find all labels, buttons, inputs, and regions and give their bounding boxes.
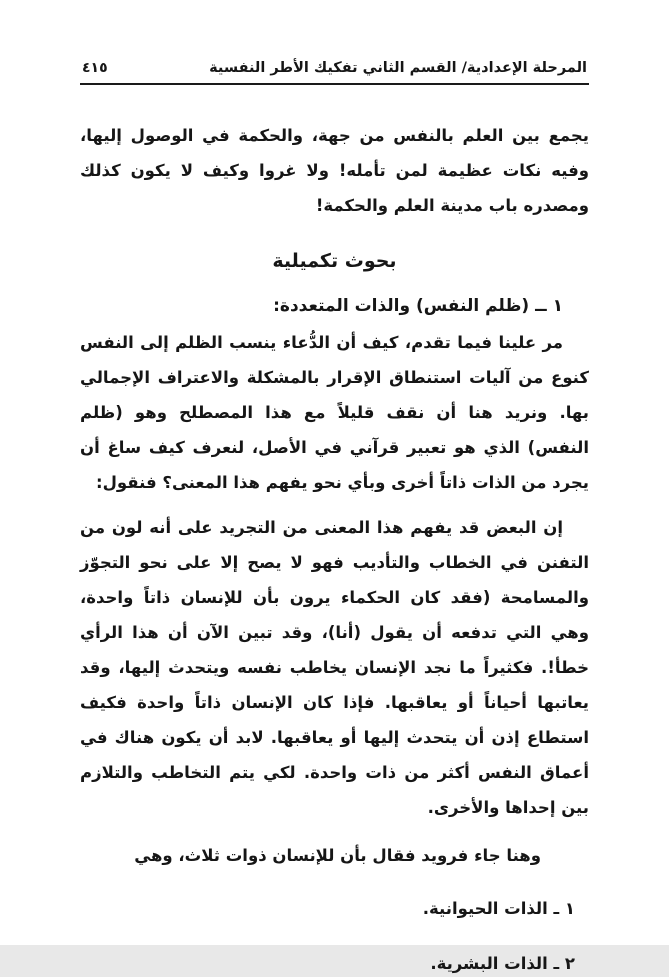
subsection-heading: ١ ــ (ظلم النفس) والذات المتعددة: [273,295,563,316]
list-item-human-self: ٢ ـ الذات البشرية. [430,953,575,973]
section-heading: بحوث تكميلية [272,249,397,272]
page-header [80,60,589,83]
list-item-animal-self: ١ ـ الذات الحيوانية. [422,899,575,919]
numbered-list [80,896,589,977]
page-body [80,119,589,977]
chapter-title: المرحلة الإعدادية/ القسم الثاني تفكيك الأطر النفسية [209,60,587,76]
header-divider [80,83,589,85]
freud-statement: وهنا جاء فرويد فقال بأن للإنسان ذوات ثلاث، وهي [134,846,541,866]
paragraph-discussion-2: إن البعض قد يفهم هذا المعنى من التجريد على أنه لون من التفنن في الخطاب والتأديب فهو لا يصح إلا على نحو التجوّز والمسامحة (فقد كان الحكماء يرون بأن للإنسان ذاتاً واحدة، وهي التي تدفعه أن يقول (أنا)، وقد تبين الآن أن هذا الرأي خطأ!. فكثيراً ما نجد الإنسان يخاطب نفسه ويتحدث إليها، وقد يعاتبها أحياناً أو يعاقبها. فإذا كان الإنسان ذاتاً واحدة فكيف استطاع إذن أن يتحدث إليها أو يعاقبها. لابد أن يكون هناك في أعماق النفس أكثر من ذات واحدة. لكي يتم التخاطب والتلازم بين إحداها والأخرى. [80,517,589,817]
paragraph-intro: يجمع بين العلم بالنفس من جهة، والحكمة في الوصول إليها، وفيه نكات عظيمة لمن تأمله! ولا غروا وكيف لا يكون كذلك ومصدره باب مدينة العلم والحكمة! [80,126,589,215]
paragraph-discussion-1: مر علينا فيما تقدم، كيف أن الدُّعاء ينسب الظلم إلى النفس كنوع من آليات استنطاق الإقرار بالمشكلة والاعتراف الإجمالي بها. ونريد هنا أن نقف قليلاً مع هذا المصطلح وهو (ظلم النفس) الذي هو تعبير قرآني في الأصل، لنعرف كيف ساغ أن يجرد من الذات ذاتاً أخرى وبأي نحو يفهم هذا المعنى؟ فنقول: [80,332,589,492]
page-number: ٤١٥ [82,60,108,76]
